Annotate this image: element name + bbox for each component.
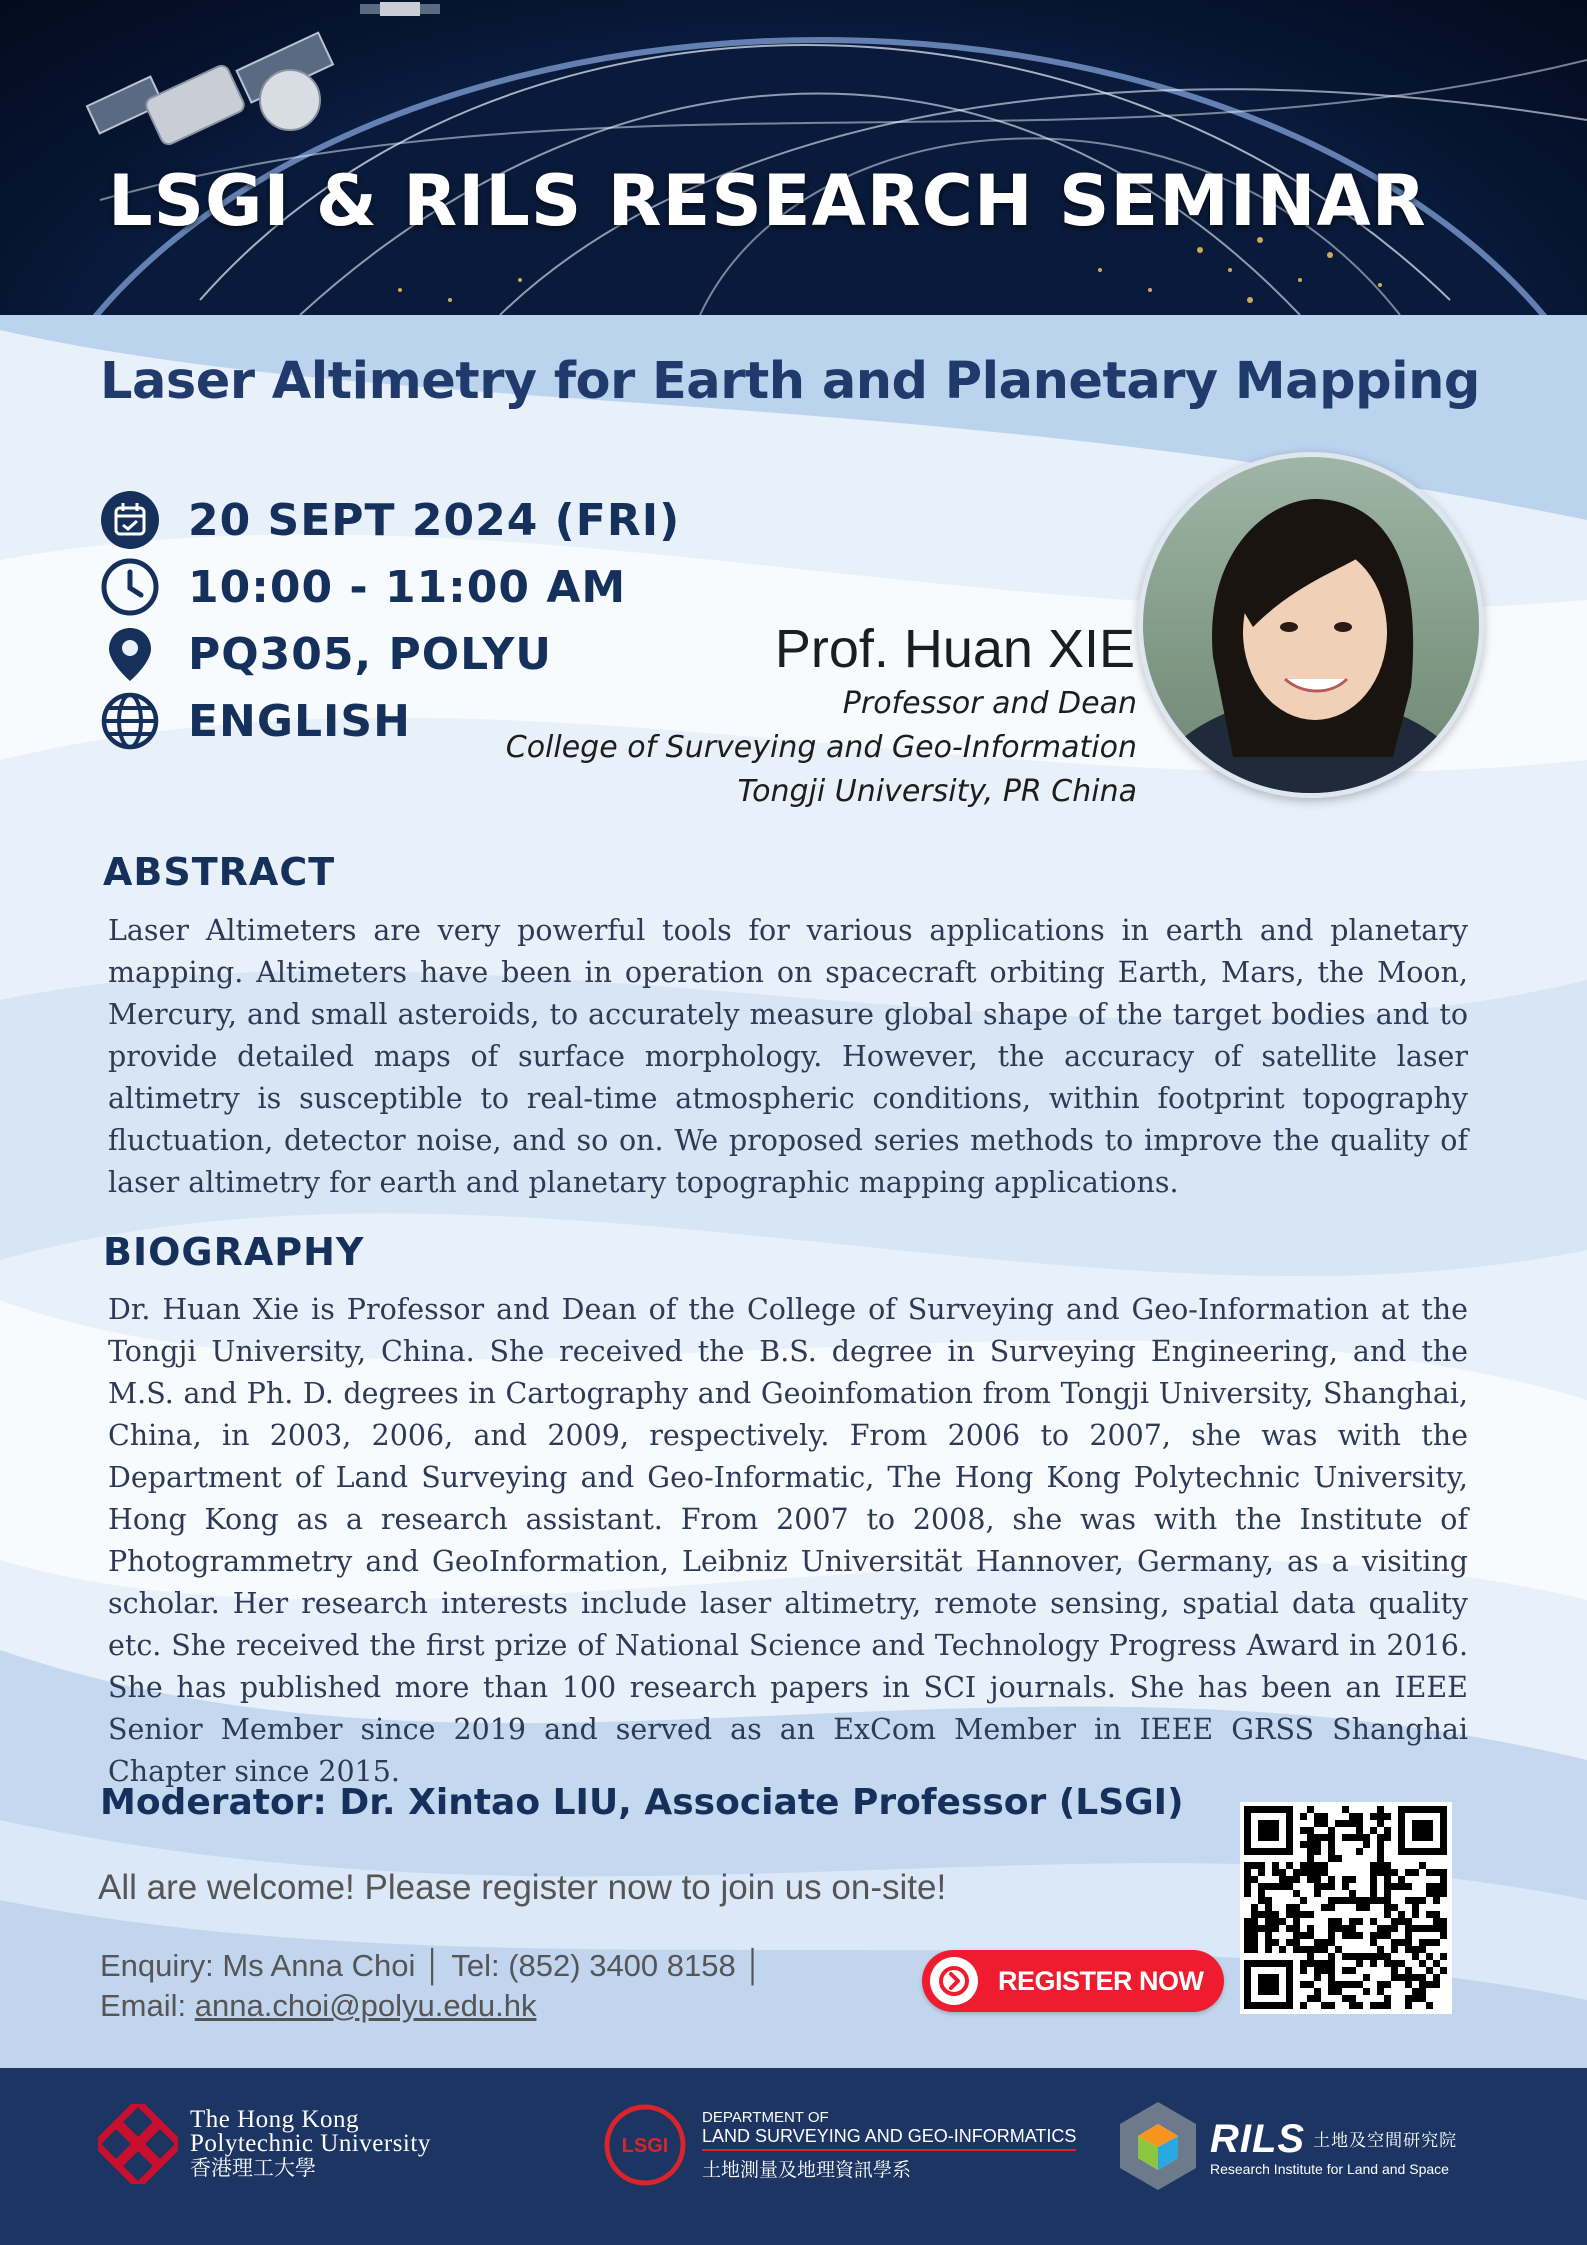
clock-icon <box>100 557 160 617</box>
abstract-text: Laser Altimeters are very powerful tools for various applications in earth and planetary mapping. Altimeters have been in operation on spacecraft orbiting Earth, Mars, the Moon, Mercury, and small asteroids, to accurately measure global shape of the target bodies and to provide detailed maps of surface morphology. However, the accuracy of satellite laser altimetry is susceptible to real-time atmospheric conditions, within footprint topography fluctuation, detector noise, and so on. We proposed series methods to improve the quality of laser altimetry for earth and planetary topographic mapping applications. <box>108 914 1468 1199</box>
satellite-icon <box>87 33 333 147</box>
qr-code[interactable] <box>1240 1802 1452 2014</box>
speaker-position: Professor and Dean <box>842 686 1137 721</box>
globe-icon <box>100 691 160 751</box>
speaker-name: Prof. Huan XIE <box>774 619 1135 679</box>
biography-text: Dr. Huan Xie is Professor and Dean of the College of Surveying and Geo-Information at the Tongji University, China. She received the B.S. degree in Surveying Engineering, and the M.S. and Ph. D. degrees in Cartography and Geoinfomation from Tongji University, Shanghai, China, in 2003, 2006, and 2009, respectively. From 2006 to 2007, she was with the Department of Land Surveying and Geo-Informatic, The Hong Kong Polytechnic University, Hong Kong as a research assistant. From 2007 to 2008, she was with the Institute of Photogrammetry and GeoInformation, Leibniz Universität Hannover, Germany, as a visiting scholar. Her research interests include laser altimetry, remote sensing, spatial data quality etc. She received the first prize of National Science and Technology Progress Award in 2016. She has published more than 100 research papers in SCI journals. She has been an IEEE Senior Member since 2019 and served as an ExCom Member in IEEE GRSS Shanghai Chapter since 2015. <box>108 1293 1468 1788</box>
rils-logo[interactable] <box>1116 2098 1457 2194</box>
welcome-message: All are welcome! Please register now to join us on-site! <box>98 1868 947 1907</box>
lsgi-line1: DEPARTMENT OF <box>702 2108 829 2126</box>
email-line <box>100 1988 536 2024</box>
speaker-photo <box>1138 452 1484 798</box>
lsgi-logo[interactable] <box>604 2104 1076 2186</box>
event-date: 20 SEPT 2024 (FRI) <box>188 494 681 546</box>
polyu-name-line2: Polytechnic University <box>190 2130 431 2157</box>
footer <box>0 2068 1587 2245</box>
rils-name: RILS <box>1210 2116 1306 2161</box>
event-venue-row <box>100 624 552 684</box>
lsgi-line3: 土地測量及地理資訊學系 <box>702 2159 912 2181</box>
event-venue: PQ305, POLYU <box>188 628 552 680</box>
header-banner <box>0 0 1587 315</box>
speaker-college: College of Surveying and Geo-Information <box>505 730 1137 765</box>
email-link[interactable]: anna.choi@polyu.edu.hk <box>194 1988 537 2023</box>
seminar-title: LSGI & RILS RESEARCH SEMINAR <box>108 160 1427 242</box>
lsgi-badge: LSGI <box>621 2135 669 2157</box>
event-language: ENGLISH <box>188 695 411 747</box>
biography-heading: BIOGRAPHY <box>103 1230 365 1274</box>
register-now-button[interactable] <box>922 1950 1224 2012</box>
satellite-small-icon <box>360 2 440 16</box>
polyu-name-line1: The Hong Kong <box>190 2106 359 2133</box>
arrow-right-icon <box>930 1957 978 2005</box>
earth-image <box>0 0 1587 315</box>
moderator: Moderator: Dr. Xintao LIU, Associate Professor (LSGI) <box>100 1782 1184 1823</box>
polyu-logo[interactable] <box>98 2104 431 2184</box>
event-language-row <box>100 691 411 751</box>
speaker-university: Tongji University, PR China <box>737 774 1137 809</box>
lsgi-line2: LAND SURVEYING AND GEO-INFORMATICS <box>702 2126 1076 2151</box>
email-label: Email: <box>100 1988 195 2023</box>
abstract-heading: ABSTRACT <box>103 850 336 894</box>
rils-cube-icon <box>1116 2098 1200 2194</box>
talk-title: Laser Altimetry for Earth and Planetary Mapping <box>100 352 1480 411</box>
register-label: REGISTER NOW <box>998 1965 1204 1996</box>
event-time-row <box>100 557 626 617</box>
polyu-emblem-icon <box>98 2104 178 2184</box>
qr-code-image <box>1240 1802 1452 2014</box>
rils-chinese: 土地及空間研究院 <box>1313 2131 1458 2151</box>
enquiry-line: Enquiry: Ms Anna Choi │ Tel: (852) 3400 8158 │ <box>100 1948 764 1983</box>
lsgi-emblem-icon <box>604 2104 686 2186</box>
polyu-name-chinese: 香港理工大學 <box>190 2156 316 2180</box>
event-date-row <box>100 490 680 550</box>
rils-english: Research Institute for Land and Space <box>1210 2161 1449 2178</box>
calendar-icon <box>100 490 160 550</box>
location-pin-icon <box>100 624 160 684</box>
event-time: 10:00 - 11:00 AM <box>188 561 627 613</box>
